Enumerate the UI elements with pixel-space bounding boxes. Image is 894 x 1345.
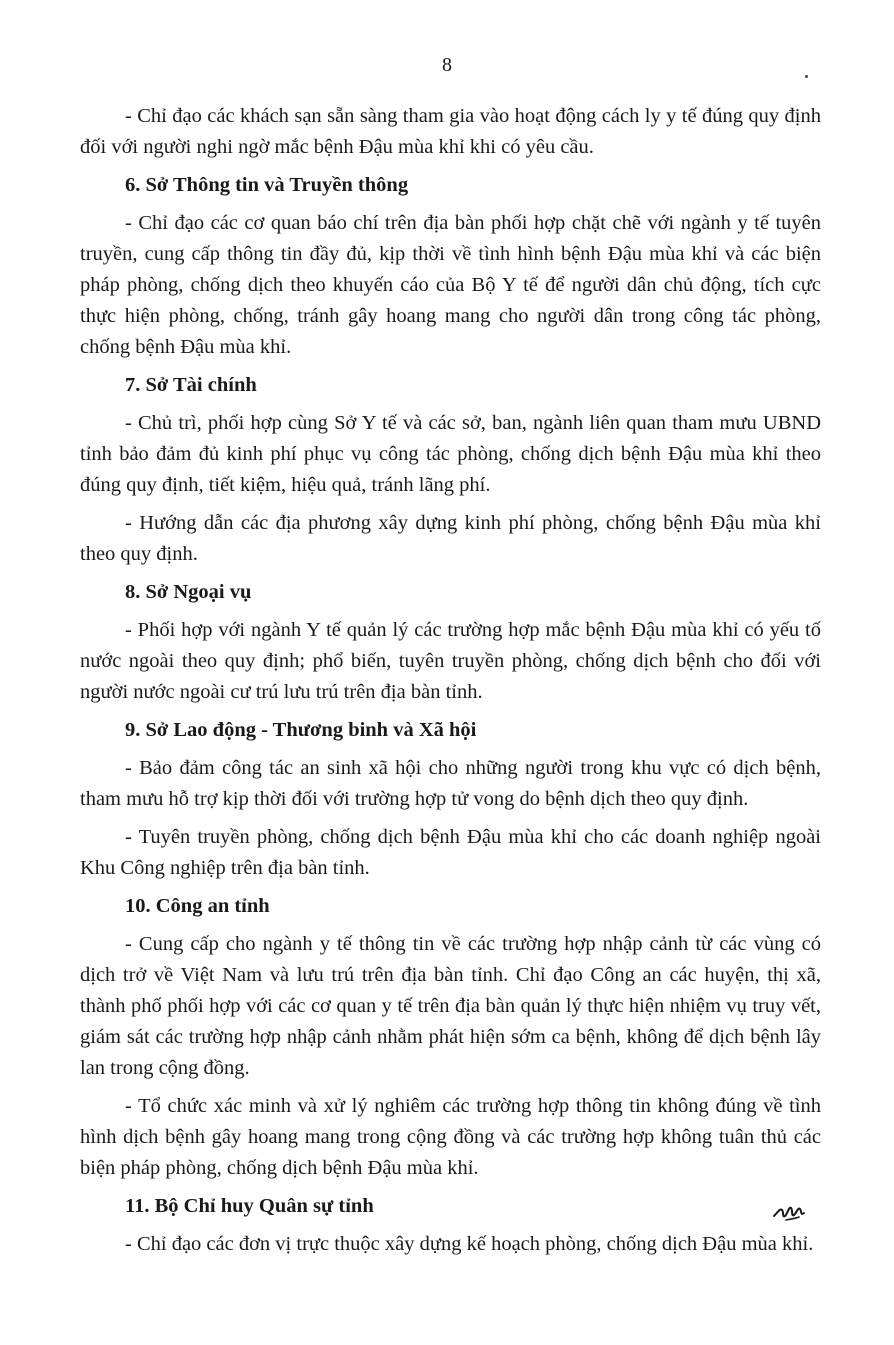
- paragraph: - Hướng dẫn các địa phương xây dựng kinh phí phòng, chống bệnh Đậu mùa khỉ theo quy định.: [80, 512, 821, 565]
- section-heading: 10. Công an tỉnh: [125, 895, 270, 917]
- scan-speck: [805, 75, 808, 78]
- paragraph: - Tuyên truyền phòng, chống dịch bệnh Đậu mùa khỉ cho các doanh nghiệp ngoài Khu Công nghiệp trên địa bàn tỉnh.: [80, 826, 821, 879]
- section-heading: 11. Bộ Chỉ huy Quân sự tỉnh: [125, 1195, 374, 1217]
- section-heading: 9. Sở Lao động - Thương binh và Xã hội: [125, 719, 477, 741]
- section-heading: 8. Sở Ngoại vụ: [125, 581, 252, 603]
- section-heading: 6. Sở Thông tin và Truyền thông: [125, 174, 409, 196]
- page-number: 8: [442, 54, 452, 76]
- paragraph: - Chủ trì, phối hợp cùng Sở Y tế và các sở, ban, ngành liên quan tham mưu UBND tỉnh bảo đảm đủ kinh phí phục vụ công tác phòng, chống dịch bệnh Đậu mùa khỉ theo đúng quy định, tiết kiệm, hiệu quả, tránh lãng phí.: [80, 412, 821, 496]
- paragraph: - Chỉ đạo các khách sạn sẵn sàng tham gia vào hoạt động cách ly y tế đúng quy định đối với người nghi ngờ mắc bệnh Đậu mùa khỉ khi có yêu cầu.: [80, 105, 821, 158]
- paragraph: - Cung cấp cho ngành y tế thông tin về các trường hợp nhập cảnh từ các vùng có dịch trở về Việt Nam và lưu trú trên địa bàn tỉnh. Chỉ đạo Công an các huyện, thị xã, thành phố phối hợp với các cơ quan y tế trên địa bàn quản lý thực hiện nhiệm vụ truy vết, giám sát các trường hợp nhập cảnh nhằm phát hiện sớm ca bệnh, không để dịch bệnh lây lan trong cộng đồng.: [80, 933, 821, 1079]
- paragraph: - Tổ chức xác minh và xử lý nghiêm các trường hợp thông tin không đúng về tình hình dịch bệnh gây hoang mang trong cộng đồng và các trường hợp không tuân thủ các biện pháp phòng, chống dịch bệnh Đậu mùa khỉ.: [80, 1095, 821, 1179]
- handwritten-initials-mark: [772, 1198, 808, 1226]
- paragraph: - Phối hợp với ngành Y tế quản lý các trường hợp mắc bệnh Đậu mùa khỉ có yếu tố nước ngoài theo quy định; phổ biến, tuyên truyền phòng, chống dịch bệnh cho đối với người nước ngoài cư trú lưu trú trên địa bàn tỉnh.: [80, 619, 821, 703]
- paragraph: - Chỉ đạo các cơ quan báo chí trên địa bàn phối hợp chặt chẽ với ngành y tế tuyên truyền, cung cấp thông tin đầy đủ, kịp thời về tình hình bệnh Đậu mùa khỉ và các biện pháp phòng, chống dịch theo khuyến cáo của Bộ Y tế để người dân chủ động, tích cực thực hiện phòng, chống, tránh gây hoang mang cho người dân trong công tác phòng, chống bệnh Đậu mùa khỉ.: [80, 212, 821, 358]
- section-heading: 7. Sở Tài chính: [125, 374, 257, 396]
- paragraph: - Chỉ đạo các đơn vị trực thuộc xây dựng kế hoạch phòng, chống dịch Đậu mùa khỉ.: [125, 1233, 814, 1255]
- paragraph: - Bảo đảm công tác an sinh xã hội cho những người trong khu vực có dịch bệnh, tham mưu hỗ trợ kịp thời đối với trường hợp tử vong do bệnh dịch theo quy định.: [80, 757, 821, 810]
- document-body: [80, 101, 821, 1267]
